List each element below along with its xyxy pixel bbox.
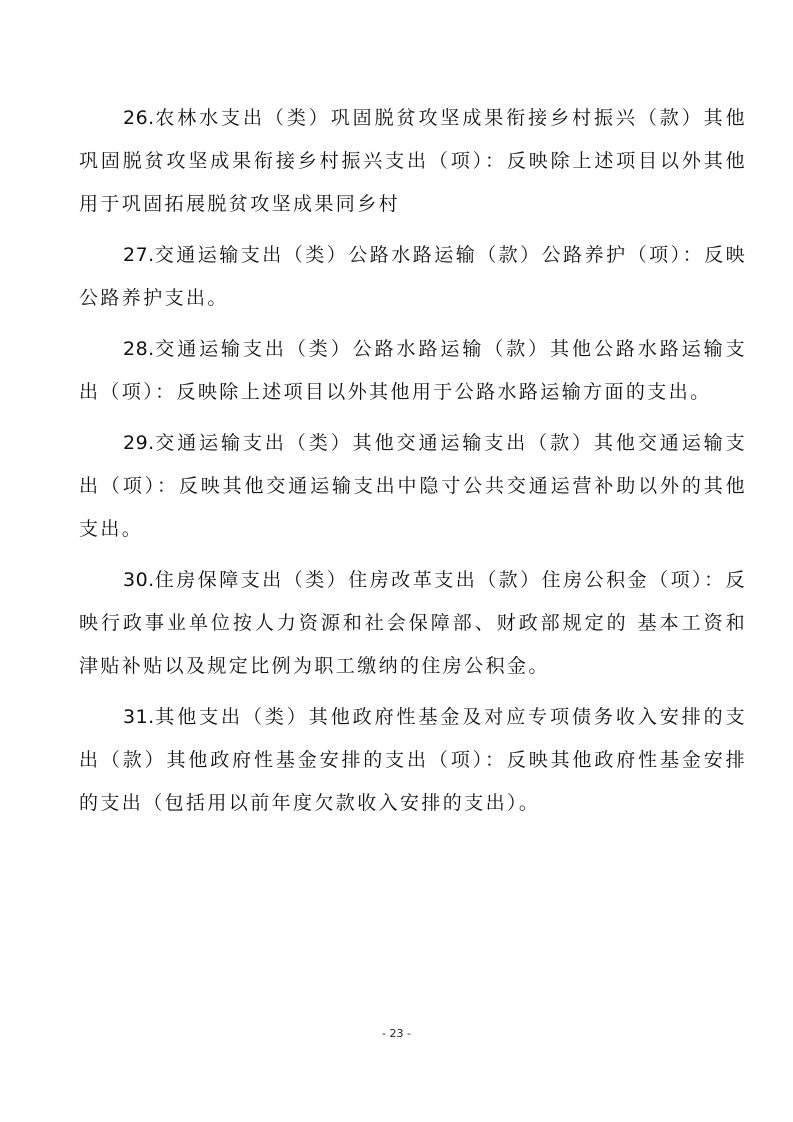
item-number: 29. bbox=[123, 432, 155, 454]
paragraph-text: 交通运输支出（类）其他交通运输支出（款）其他交通运输支出（项）：反映其他交通运输支出中隐寸公共交通运营补助以外的其他支出。 bbox=[79, 432, 747, 540]
paragraph-26 bbox=[79, 97, 747, 226]
paragraph-text: 其他支出（类）其他政府性基金及对应专项债务收入安排的支出（款）其他政府性基金安排的支出（项）：反映其他政府性基金安排的支出（包括用以前年度欠款收入安排的支出）。 bbox=[79, 706, 747, 814]
paragraph-text: 交通运输支出（类）公路水路运输（款）公路养护（项）：反映公路养护支出。 bbox=[79, 244, 747, 309]
paragraph-27 bbox=[79, 234, 747, 320]
page-number: - 23 - bbox=[382, 1027, 411, 1040]
paragraph-28 bbox=[79, 328, 747, 414]
paragraph-29 bbox=[79, 422, 747, 551]
item-number: 27. bbox=[123, 244, 155, 266]
item-number: 30. bbox=[123, 569, 155, 591]
paragraph-text: 住房保障支出（类）住房改革支出（款）住房公积金（项）：反映行政事业单位按人力资源和社会保障部、财政部规定的 基本工资和津贴补贴以及规定比例为职工缴纳的住房公积金。 bbox=[79, 569, 747, 677]
paragraph-text: 农林水支出（类）巩固脱贫攻坚成果衔接乡村振兴（款）其他巩固脱贫攻坚成果衔接乡村振兴支出（项）：反映除上述项目以外其他用于巩固拓展脱贫攻坚成果同乡村 bbox=[79, 107, 747, 215]
item-number: 31. bbox=[123, 706, 155, 728]
item-number: 26. bbox=[123, 107, 155, 129]
item-number: 28. bbox=[123, 338, 155, 360]
document-body bbox=[79, 97, 747, 833]
paragraph-31 bbox=[79, 696, 747, 825]
paragraph-30 bbox=[79, 559, 747, 688]
paragraph-text: 交通运输支出（类）公路水路运输（款）其他公路水路运输支出（项）：反映除上述项目以外其他用于公路水路运输方面的支出。 bbox=[79, 338, 747, 403]
